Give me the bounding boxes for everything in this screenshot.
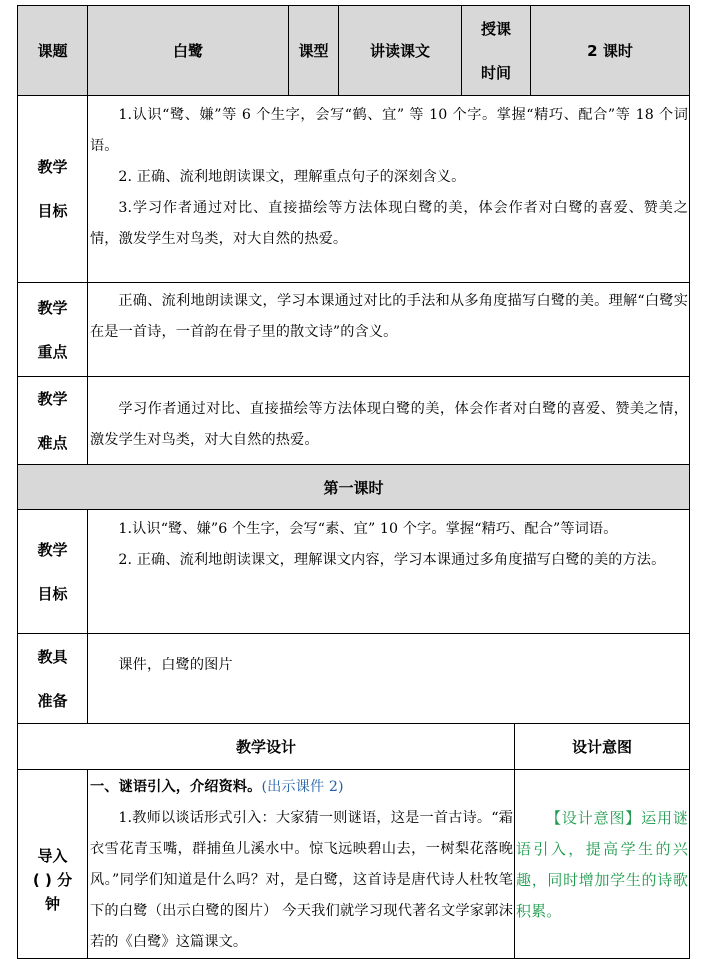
objectives-label (17, 95, 88, 283)
lesson-objectives-label (17, 509, 88, 634)
lesson-objectives-content (90, 514, 688, 576)
objectives-label-line1: 教学 (37, 158, 68, 176)
lead-in-paragraph: 1.教师以谈话形式引入：大家猜一则谜语，这是一首古诗。“霜衣雪花青玉嘴，群捕鱼儿溪水中。惊飞远映碧山去，一树梨花落晚风。”同学们知道是什么吗？对，是白鹭，这首诗是唐代诗人杜牧笔下的白鹭（出示白鹭的图片） 今天我们就学习现代著名文学家郭沫若的《白鹭》这篇课文。 (90, 810, 513, 950)
topic-value: 白鹭 (172, 42, 203, 60)
lesson-objectives-label-line2: 目标 (37, 584, 68, 603)
hours-label-line2: 时间 (480, 63, 511, 82)
objectives-label-line2: 目标 (37, 202, 68, 220)
type-label: 课型 (298, 42, 329, 60)
hours-label (461, 5, 531, 96)
materials-text: 课件，白鹭的图片 (118, 657, 233, 673)
stage-label-line2: ( ) 分 (32, 871, 73, 889)
intent-header: 设计意图 (571, 738, 632, 756)
section-title: 一、谜语引入，介绍资料。 (90, 779, 262, 795)
key-points-label-line2: 重点 (37, 342, 68, 361)
topic-label: 课题 (37, 42, 68, 60)
courseware-link[interactable]: (出示课件 2) (261, 779, 344, 795)
lesson-objectives-label-line1: 教学 (37, 540, 68, 559)
section-heading (90, 772, 513, 803)
lesson-objective-2: 2. 正确、流利地朗读课文，理解课文内容，学习本课通过多角度描写白鹭的美的方法。 (118, 552, 666, 568)
difficulties-label-line2: 难点 (37, 433, 68, 452)
difficulties-content (90, 394, 688, 456)
difficulties-text: 学习作者通过对比、直接描绘等方法体现白鹭的美，体会作者对白鹭的喜爱、赞美之情，激发学生对鸟类，对大自然的热爱。 (90, 401, 688, 448)
materials-label-line1: 教具 (37, 647, 68, 666)
hours-label-line1: 授课 (480, 19, 511, 38)
stage-label (17, 840, 88, 920)
difficulties-label-line1: 教学 (37, 389, 68, 408)
intent-content (516, 803, 688, 927)
key-points-content (90, 286, 688, 348)
hours-value: 2 课时 (587, 42, 633, 60)
materials-label (17, 633, 88, 724)
intent-text: 【设计意图】运用谜语引入，提高学生的兴趣，同时增加学生的诗歌积累。 (516, 809, 688, 920)
materials-content (90, 650, 688, 681)
type-value: 讲读课文 (369, 42, 430, 60)
difficulties-label (17, 376, 88, 465)
objective-3: 3.学习作者通过对比、直接描绘等方法体现白鹭的美，体会作者对白鹭的喜爱、赞美之情，激发学生对鸟类，对大自然的热爱。 (90, 200, 688, 247)
stage-label-line1: 导入 (37, 847, 68, 865)
stage-label-line3: 钟 (44, 895, 60, 913)
design-content (90, 772, 513, 950)
objectives-content (90, 100, 688, 255)
objective-2: 2. 正确、流利地朗读课文，理解重点句子的深刻含义。 (118, 169, 466, 185)
key-points-label-line1: 教学 (37, 298, 68, 317)
lesson-objective-1: 1.认识“鹭、嫌”6 个生字，会写“素、宜” 10 个字。掌握“精巧、配合”等词语。 (118, 521, 618, 537)
first-lesson-title: 第一课时 (323, 478, 384, 497)
objective-1: 1.认识“鹭、嫌”等 6 个生字，会写“鹤、宜” 等 10 个字。掌握“精巧、配合”等 18 个词语。 (90, 107, 688, 154)
materials-label-line2: 准备 (37, 691, 68, 710)
key-points-label (17, 282, 88, 377)
key-points-text: 正确、流利地朗读课文，学习本课通过对比的手法和从多角度描写白鹭的美。理解“白鹭实在是一首诗，一首韵在骨子里的散文诗”的含义。 (90, 293, 688, 340)
design-header: 教学设计 (235, 738, 296, 756)
